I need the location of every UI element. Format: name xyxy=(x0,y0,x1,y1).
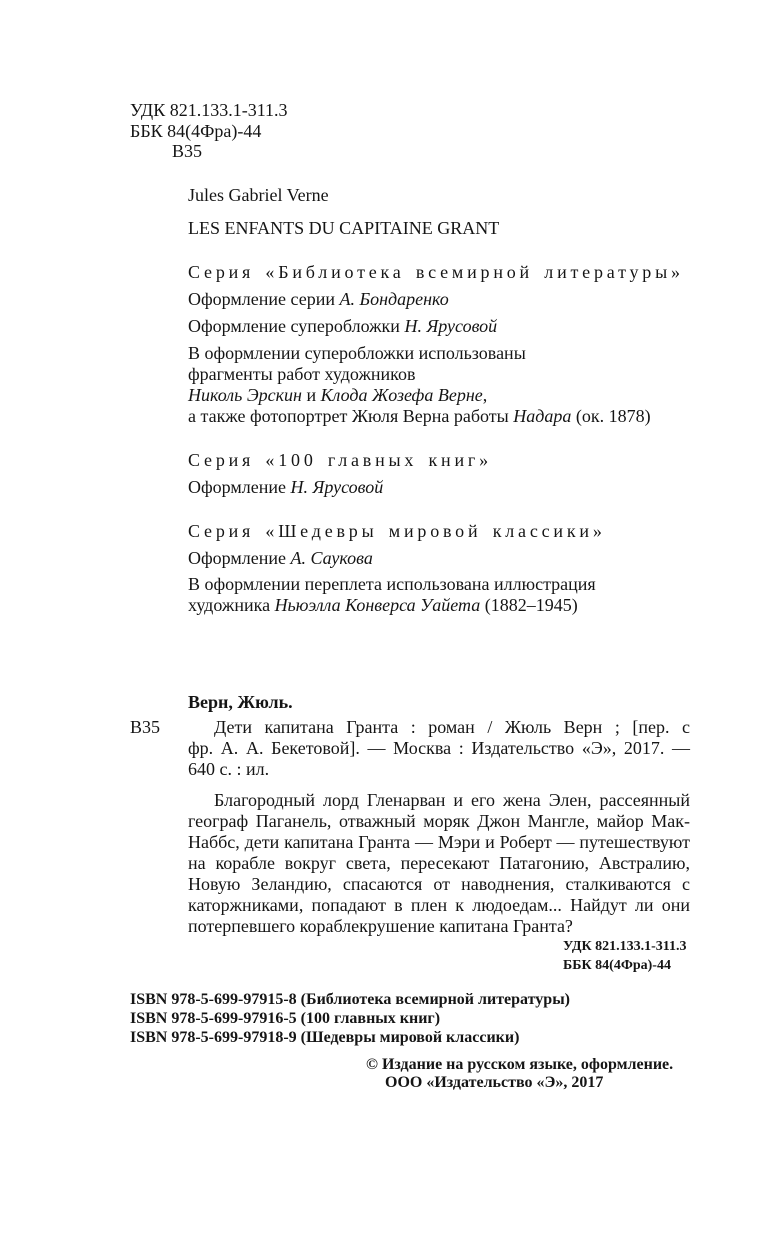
credit-label: Оформление серии xyxy=(188,289,335,309)
photo-year: (ок. 1878) xyxy=(575,406,651,426)
record-line: 640 с. : ил. xyxy=(188,759,270,779)
original-author: Jules Gabriel Verne xyxy=(188,185,329,205)
annotation-line: каторжниками, попадают в плен к людоедам... Найдут ли они xyxy=(188,895,690,915)
series-masterpieces-design-credit xyxy=(188,548,373,569)
illustrator-line xyxy=(188,595,578,616)
credit-label: Оформление xyxy=(188,548,287,568)
series-library-title: Серия «Библиотека всемирной литературы» xyxy=(188,262,684,282)
jacket-credits-line: фрагменты работ художников xyxy=(188,364,416,384)
illustrator-years: (1882–1945) xyxy=(484,595,578,615)
series-100-title: Серия «100 главных книг» xyxy=(188,450,492,470)
designer-name: А. Бондаренко xyxy=(339,289,449,309)
punctuation: , xyxy=(482,385,488,405)
artist-name: Николь Эрскин xyxy=(188,385,302,405)
annotation-line: Новую Зеландию, спасаются от наводнения, сталкиваются с xyxy=(188,874,690,894)
designer-name: А. Саукова xyxy=(290,548,373,568)
conjunction: и xyxy=(306,385,317,405)
binding-credit-line: В оформлении переплета использована иллюстрация xyxy=(188,574,596,594)
annotation-line: географ Паганель, отважный моряк Джон Мангле, майор Мак- xyxy=(188,811,690,831)
bbk-code: ББК 84(4Фра)-44 xyxy=(130,121,262,141)
jacket-design-credit xyxy=(188,316,497,337)
credit-label: Оформление суперобложки xyxy=(188,316,400,336)
original-title: LES ENFANTS DU CAPITAINE GRANT xyxy=(188,218,500,238)
copyright-line: © Издание на русском языке, оформление. xyxy=(366,1056,674,1073)
publisher-line: ООО «Издательство «Э», 2017 xyxy=(385,1074,604,1091)
author-mark: В35 xyxy=(172,141,203,161)
annotation-line: на корабле вокруг света, пересекают Патагонию, Австралию, xyxy=(188,853,690,873)
record-line: Дети капитана Гранта : роман / Жюль Верн ; [пер. с xyxy=(214,717,690,737)
jacket-credits-line: В оформлении суперобложки использованы xyxy=(188,343,526,363)
annotation-udk-code: УДК 821.133.1-311.3 xyxy=(563,939,687,954)
annotation-line: Наббс, дети капитана Гранта — Мэри и Роберт — путешествуют xyxy=(188,832,690,852)
series-design-credit xyxy=(188,289,449,310)
isbn-line: ISBN 978-5-699-97918-9 (Шедевры мировой классики) xyxy=(130,1029,520,1046)
credit-label: Оформление xyxy=(188,477,287,497)
photo-credit-text: а также фотопортрет Жюля Верна работы xyxy=(188,406,509,426)
illustrator-label: художника xyxy=(188,595,271,615)
annotation-line: Благородный лорд Гленарван и его жена Элен, рассеянный xyxy=(214,790,690,810)
photographer-name: Надара xyxy=(513,406,572,426)
designer-name: Н. Ярусовой xyxy=(290,477,384,497)
designer-name: Н. Ярусовой xyxy=(404,316,498,336)
annotation-line: потерпевшего кораблекрушение капитана Гранта? xyxy=(188,916,573,936)
isbn-line: ISBN 978-5-699-97916-5 (100 главных книг) xyxy=(130,1010,441,1027)
annotation-bbk-code: ББК 84(4Фра)-44 xyxy=(563,958,671,973)
jacket-artists-line xyxy=(188,385,487,406)
udk-code: УДК 821.133.1-311.3 xyxy=(130,100,288,120)
series-masterpieces-title: Серия «Шедевры мировой классики» xyxy=(188,521,606,541)
record-heading: Верн, Жюль. xyxy=(188,692,293,712)
illustrator-name: Ньюэлла Конверса Уайета xyxy=(274,595,481,615)
record-line: фр. А. А. Бекетовой]. — Москва : Издательство «Э», 2017. — xyxy=(188,738,690,758)
artist-name: Клода Жозефа Верне xyxy=(320,385,483,405)
record-author-mark: В35 xyxy=(130,717,161,737)
isbn-line: ISBN 978-5-699-97915-8 (Библиотека всемирной литературы) xyxy=(130,991,571,1008)
photo-credit-line xyxy=(188,406,651,427)
series-100-design-credit xyxy=(188,477,383,498)
